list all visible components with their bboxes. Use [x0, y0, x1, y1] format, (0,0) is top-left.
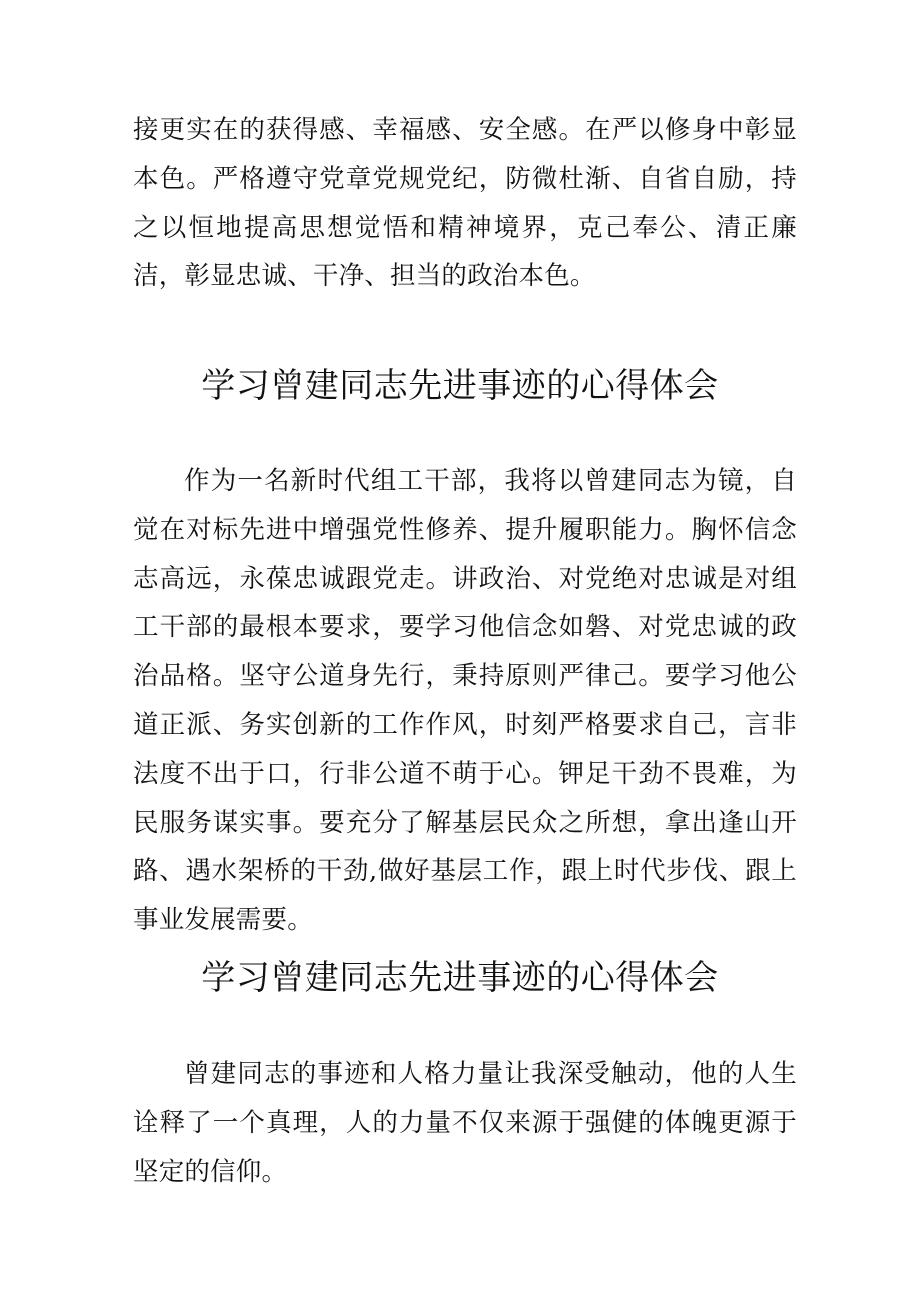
body-paragraph: 作为一名新时代组工干部，我将以曾建同志为镜，自觉在对标先进中增强党性修养、提升履职能力。胸怀信念志高远，永葆忠诚跟党走。讲政治、对党绝对忠诚是对组工干部的最根本要求，要学习他信念如磐、对党忠诚的政治品格。坚守公道身先行，秉持原则严律己。要学习他公道正派、务实创新的工作作风，时刻严格要求自己，言非法度不出于口，行非公道不萌于心。钾足干劲不畏难，为民服务谋实事。要充分了解基层民众之所想，拿出逢山开路、遇水架桥的干劲,做好基层工作，跟上时代步伐、跟上事业发展需要。 [133, 466, 797, 936]
section-heading: 学习曾建同志先进事迹的心得体会 [201, 366, 719, 406]
body-paragraph: 曾建同志的事迹和人格力量让我深受触动，他的人生诠释了一个真理，人的力量不仅来源于强健的体魄更源于坚定的信仰。 [133, 1059, 797, 1187]
body-paragraph: 接更实在的获得感、幸福感、安全感。在严以修身中彰显本色。严格遵守党章党规党纪，防微杜渐、自省自励，持之以恒地提高思想觉悟和精神境界，克己奉公、清正廉洁，彰显忠诚、干净、担当的政治本色。 [133, 115, 797, 292]
section-heading: 学习曾建同志先进事迹的心得体会 [201, 958, 719, 998]
